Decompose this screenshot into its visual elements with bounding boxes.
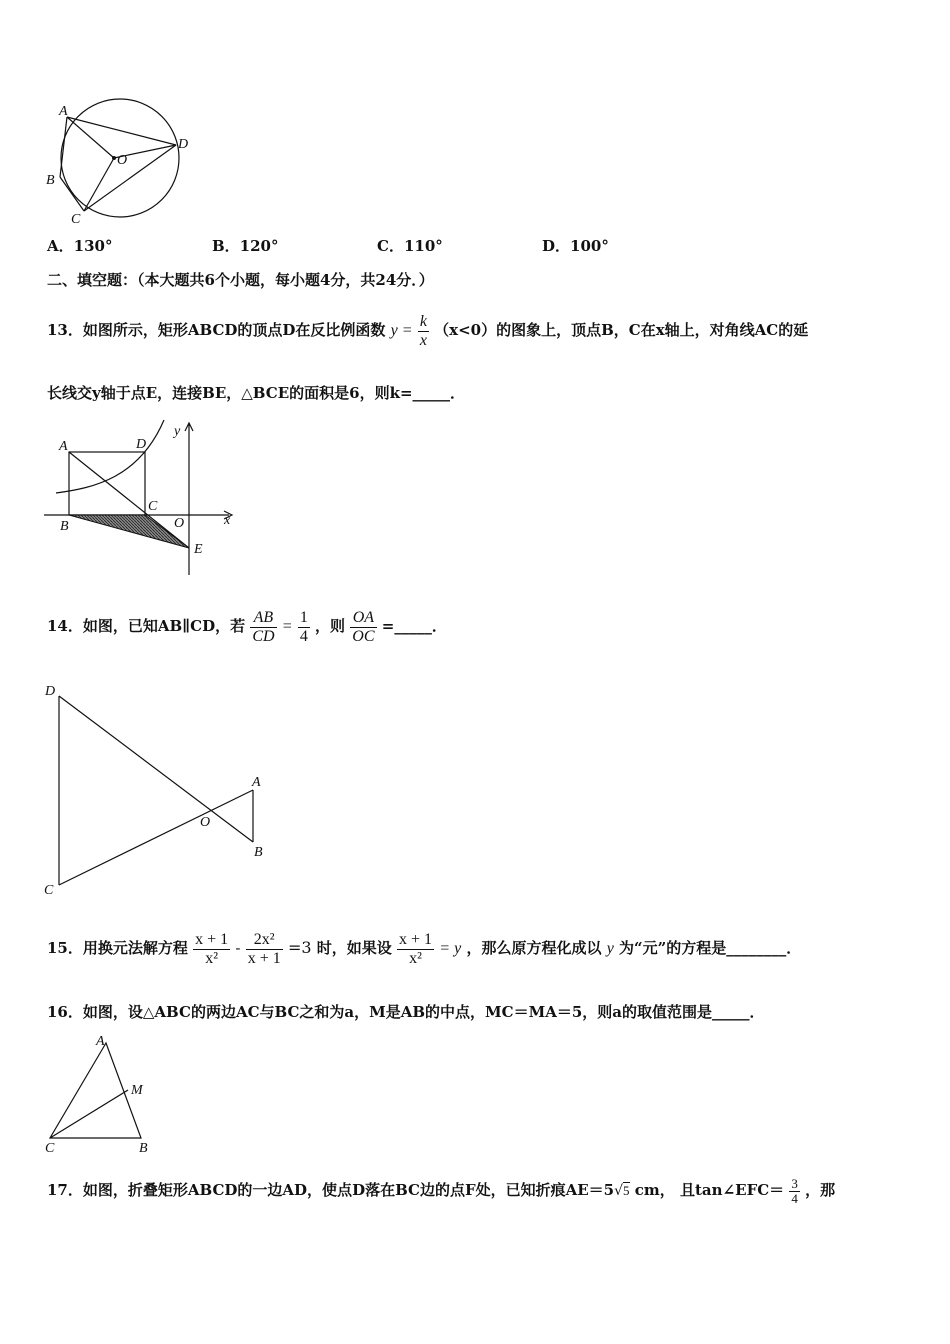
q14-f1-num: AB xyxy=(250,609,276,628)
question-14 xyxy=(47,598,447,655)
option-a: A．130° xyxy=(47,237,113,255)
q14-prefix: 14．如图，已知AB∥CD，若 xyxy=(47,617,246,635)
label-y: y xyxy=(174,424,181,439)
q17-prefix: 17．如图，折叠矩形ABCD的一边AD，使点D落在BC边的点F处，已知折痕AE＝5 xyxy=(47,1181,615,1199)
q13-fraction xyxy=(418,313,429,350)
question-17 xyxy=(47,1165,835,1216)
q14-mid: ，则 xyxy=(315,617,346,635)
q15-eqy: = y xyxy=(439,940,462,957)
label-b: B xyxy=(60,519,69,534)
q14-fraction-3 xyxy=(350,609,376,646)
q15-mid: 时，如果设 xyxy=(316,939,392,957)
question-13-line2: 长线交y轴于点E，连接BE，△BCE的面积是6，则k=_____． xyxy=(47,384,466,402)
label-b: B xyxy=(254,845,263,860)
q14-suffix: =_____． xyxy=(381,617,447,635)
label-c: C xyxy=(71,212,81,225)
label-e: E xyxy=(194,542,203,557)
label-c: C xyxy=(44,883,54,898)
q14-f3-num: OA xyxy=(350,609,376,628)
label-o: O xyxy=(200,815,211,830)
question-16: 16．如图，设△ABC的两边AC与BC之和为a，M是AB的中点，MC＝MA＝5，则a的取值范围是_____． xyxy=(47,1003,765,1021)
q15-suffix2: 为“元”的方程是________． xyxy=(619,939,802,957)
triangle-midpoint-figure xyxy=(42,1033,162,1155)
q15-f1-num: x + 1 xyxy=(195,930,229,948)
q15-prefix: 15．用换元法解方程 xyxy=(47,939,188,957)
question-15 xyxy=(47,918,801,979)
q17-fraction xyxy=(789,1177,800,1206)
q15-fraction-1 xyxy=(193,931,230,968)
q15-eq: =3 xyxy=(287,938,312,957)
q13-prefix: 13．如图所示，矩形ABCD的顶点D在反比例函数 xyxy=(47,321,386,339)
q14-fraction-1 xyxy=(250,609,276,646)
q17-suffix: ，那 xyxy=(805,1181,836,1199)
q15-f2-den: x + 1 xyxy=(247,949,281,967)
q14-eq: = xyxy=(281,618,293,635)
q14-f3-den: OC xyxy=(352,627,375,645)
label-m: M xyxy=(131,1083,143,1098)
label-a: A xyxy=(96,1034,105,1049)
option-b: B．120° xyxy=(212,237,279,255)
label-d: D xyxy=(178,137,189,152)
q13-frac-den: x xyxy=(419,331,427,349)
q14-f1-den: CD xyxy=(252,627,275,645)
q15-var: y xyxy=(606,940,614,957)
q14-fraction-2 xyxy=(298,609,310,646)
q15-minus: - xyxy=(235,939,241,957)
option-d: D．100° xyxy=(542,237,609,255)
label-d: D xyxy=(136,437,147,452)
q15-fraction-2 xyxy=(246,931,283,968)
q15-fraction-3 xyxy=(397,931,434,968)
label-x: x xyxy=(224,513,231,528)
label-a: A xyxy=(59,104,68,119)
circle-figure xyxy=(44,95,194,225)
section-header: 二、填空题：（本大题共6个小题，每小题4分，共24分．） xyxy=(47,271,434,289)
sqrt-symbol: √ xyxy=(614,1183,624,1199)
label-c: C xyxy=(148,499,158,514)
q17-mid: cm， 且tan∠EFC＝ xyxy=(634,1181,785,1199)
q17-sqrt: 5 xyxy=(623,1183,630,1198)
question-13-line1 xyxy=(47,302,808,359)
q15-f2-num: 2x² xyxy=(246,931,283,950)
label-a: A xyxy=(252,775,261,790)
label-o: O xyxy=(174,516,185,531)
q15-f3-num: x + 1 xyxy=(399,930,433,948)
q14-f2-num: 1 xyxy=(299,608,308,626)
q13-frac-num: k xyxy=(419,312,427,330)
label-o: O xyxy=(117,153,128,168)
q15-f1-den: x² xyxy=(205,949,219,967)
option-c: C．110° xyxy=(377,237,443,255)
label-b: B xyxy=(139,1141,148,1155)
q17-f-den: 4 xyxy=(791,1190,798,1206)
label-a: A xyxy=(59,439,68,454)
q14-f2-den: 4 xyxy=(299,627,308,645)
bowtie-triangles-figure xyxy=(40,680,280,900)
q17-f-num: 3 xyxy=(791,1175,798,1191)
q15-f3-den: x² xyxy=(409,949,422,967)
label-c: C xyxy=(45,1141,55,1155)
q15-suffix1: ，那么原方程化成以 xyxy=(466,939,602,957)
rectangle-hyperbola-figure xyxy=(44,418,244,583)
label-b: B xyxy=(46,173,55,188)
q13-formula-y: y = xyxy=(390,322,413,339)
q13-suffix: （x<0）的图象上，顶点B，C在x轴上，对角线AC的延 xyxy=(434,321,809,339)
label-d: D xyxy=(45,684,56,699)
